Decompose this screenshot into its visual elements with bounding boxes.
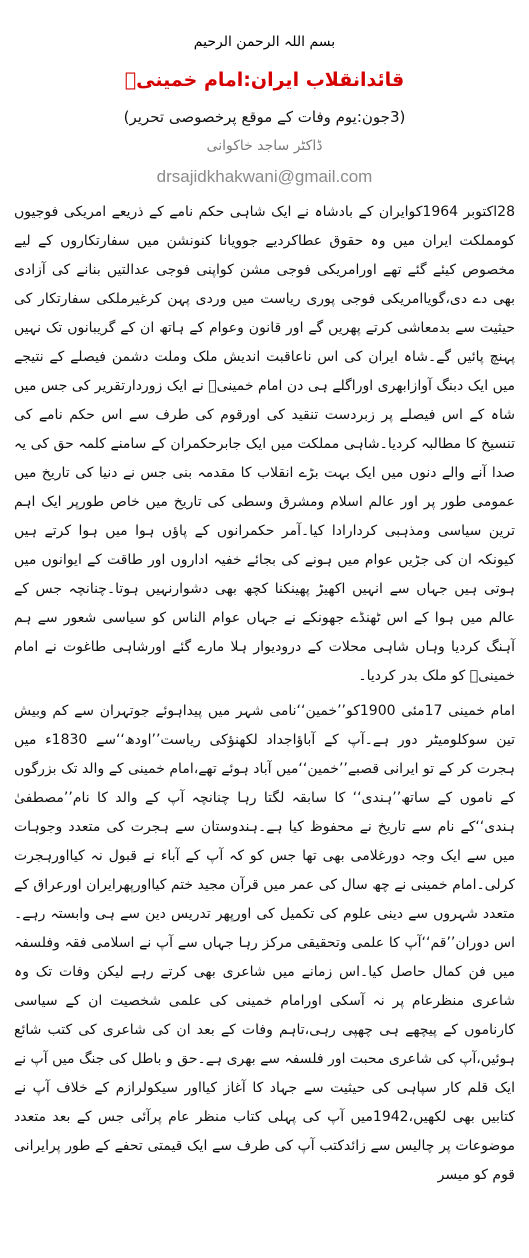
body-paragraph-2: امام خمینی 17مئی 1900کو’’خمین‘‘نامی شہر میں پیداہوئے جوتہران سے کم وبیش تین سوکلومیٹر دور ہے۔آپ کے آباؤاجداد لکھنؤکی ریاست’’اودھ‘‘سے 1830ء میں ہجرت کر کے تو ایرانی قصبے’’خمین‘‘میں آباد ہوئے تھے،امام خمینی کے والد تک بزرگوں کے ناموں کے ساتھ’’ہندی‘‘ کا سابقہ لگتا رہا چنانچہ آپ کے والد کا نام’’مصطفیٰ ہندی‘‘کے نام سے تاریخ نے محفوظ کیا ہے۔ہندوستان سے ہجرت کی متعدد وجوہات میں سے ایک وجہ دورغلامی بھی تھا جس کو کہ آپ کے آباء نے قبول نہ کیااورہجرت کرلی۔امام خمینی نے چھ سال کی عمر میں قرآن مجید ختم کیااورپھرایران اورعراق کے متعدد شہروں سے دینی علوم کی تکمیل کی اورپھر تدریس دین سے ہی وابستہ رہے۔اس دوران’’قم‘‘آپ کا علمی وتحقیقی مرکز رہا جہاں سے آپ نے اسلامی فقہ وفلسفہ میں فن کمال حاصل کیا۔اس زمانے میں شاعری بھی کرتے رہے لیکن وفات تک وہ شاعری منظرعام پر نہ آسکی اورامام خمینی کی علمی شخصیت ان کے سیاسی کارناموں کے پیچھے ہی چھپی رہی،تاہم وفات کے بعد ان کی شاعری کی کتب شائع ہوئیں،آپ کی شاعری محبت اور فلسفہ سے بھری ہے۔حق و باطل کی جنگ میں آپ نے ایک قلم کار سپاہی کی حیثیت سے جہاد کا آغاز کیااور سیکولرازم کے خلاف آپ نے کتابیں بھی لکھیں،1942میں آپ کی پہلی کتاب منظر عام پرآئی جس کے بعد متعدد موضوعات پر چالیس سے زائدکتب آپ کی طرف سے ایک قیمتی تحفے کے طور پرایرانی قوم کو میسر (14, 703, 516, 1183)
article-title: قائدانقلاب ایران:امام خمینیؒ (124, 69, 405, 91)
author-email: drsajidkhakwani@gmail.com (156, 167, 373, 186)
author-name: ڈاکٹر ساجد خاکوانی (206, 138, 323, 154)
bismillah-heading: بسم اللہ الرحمن الرحیم (193, 34, 336, 50)
body-paragraph-1: 28اکتوبر 1964کوایران کے بادشاہ نے ایک شاہی حکم نامے کے ذریعے امریکی فوجیوں کومملکت ایران میں وہ حقوق عطاکردیے جوویانا کنونشن میں سفارتکاروں کے لیے مخصوص کیئے گئے تھے اورامریکی فوجی مشن کواپنی فوجی عدالتیں بنانے کی آزادی بھی دے دی،گویاامریکی فوجی پوری ریاست میں وردی پہن کرغیرملکی سفارتکار کی حیثیت سے بدمعاشی کرتے پھریں گے اور قانون وعوام کے ہاتھ ان کے گریبانوں تک نہیں پہنچ پائیں گے۔شاہ ایران کی اس ناعاقبت اندیش ملک وملت دشمن فیصلے کے نتیجے میں ایک دبنگ آوازابھری اوراگلے ہی دن امام خمینیؒ نے ایک زوردارتقریر کی جس میں شاہ کے اس فیصلے پر زبردست تنقید کی اورقوم کی طرف سے اس حکم نامے کی تنسیخ کا مطالبہ کردیا۔شاہی مملکت میں ایک جابرحکمران کے سامنے کلمہ حق کی یہ صدا آنے والے دنوں میں ایک بہت بڑے انقلاب کا مقدمہ بنی جس نے دنیا کی تاریخ میں عمومی طور پر اور عالم اسلام ومشرق وسطی کی تاریخ میں خاص طورپر ایک اہم ترین سیاسی ومذہبی کردارادا کیا۔آمر حکمرانوں کے پاؤں ہوا میں ہوا کرتے ہیں کیونکہ ان کی جڑیں عوام میں ہونے کی بجائے خفیہ اداروں اور طاقت کے ایوانوں میں ہوتی ہیں جہاں سے انہیں اکھیڑ پھینکنا کچھ بھی دشوارنہیں ہوتا۔چنانچہ جس کے عالم میں ہوا کے اس ٹھنڈے جھونکے نے جہاں عوام الناس کو سیاسی شعور سے ہم آہنگ کردیا وہاں شاہی محلات کے درودیوار ہلا مارے گئے اورشاہی طاغوت نے امام خمینیؒ کو ملک بدر کردیا۔ (14, 204, 515, 684)
article-subtitle: (3جون:یوم وفات کے موقع پرخصوصی تحریر) (123, 108, 406, 126)
